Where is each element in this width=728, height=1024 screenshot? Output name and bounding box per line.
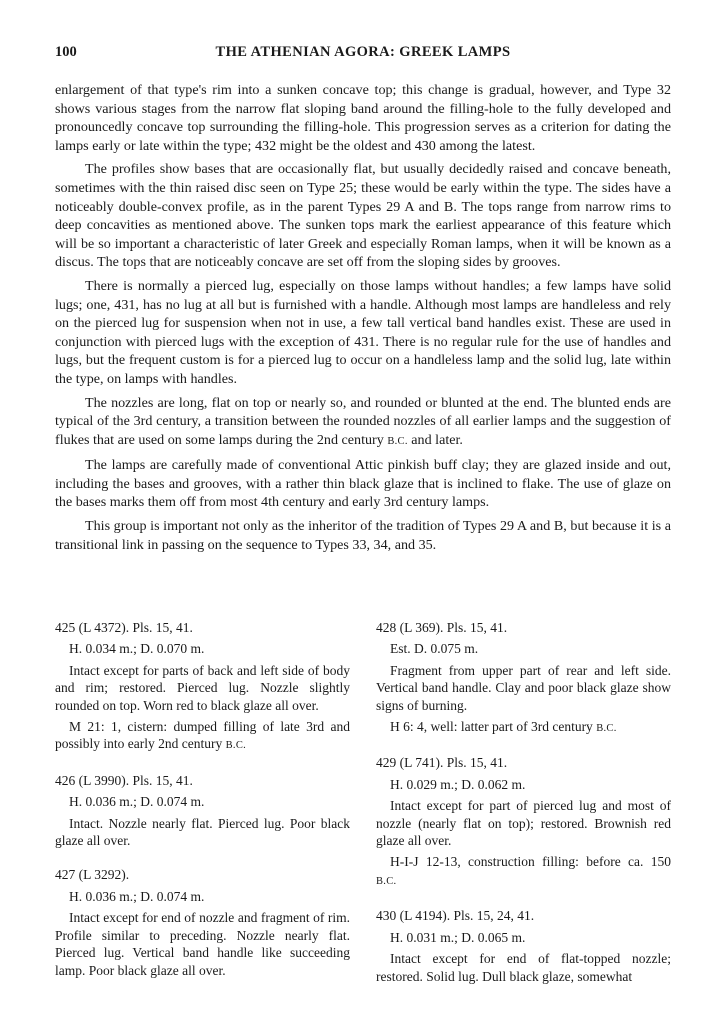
- paragraph-text: and later.: [407, 431, 463, 448]
- entry-deposit: [376, 853, 671, 890]
- deposit-text: M 21: 1, cistern: dumped filling of late 3rd and possibly into early 2nd century: [55, 719, 350, 752]
- paragraph: enlargement of that type's rim into a sunken concave top; this change is gradual, however, and Type 32 shows various stages from the narrow flat sloping band around the filling-hole to the fully developed and pronouncedly concave top surrounding the filling-hole. This progression serves as a criterion for dating the lamps early or late within the type; 432 might be the oldest and 430 among the latest.: [55, 82, 671, 154]
- era-abbreviation: B.C.: [376, 875, 397, 887]
- era-abbreviation: B.C.: [387, 435, 408, 447]
- entry-description: Intact except for parts of back and left side of body and rim; restored. Pierced lug. Nozzle slightly rounded on top. Worn red to black glaze all over.: [55, 662, 350, 713]
- paragraph: The profiles show bases that are occasionally flat, but usually decidedly raised and concave beneath, sometimes with the thin raised disc seen on Type 25; these would be early within the type. The sides have a noticeably double-convex profile, as in the parent Types 29 A and B. The tops range from narrow rims to deep concavities as mentioned above. The sunken tops mark the earliest appearance of this feature which will be so important a characteristic of later Greek and especially Roman lamps, when it will be known as a discus. The tops that are noticeably concave are set off from the sloping sides by grooves.: [55, 161, 671, 271]
- entry-title: 430 (L 4194). Pls. 15, 24, 41.: [376, 908, 535, 924]
- entry-description: Intact except for part of pierced lug and most of nozzle (nearly flat on top); restored. Brownish red glaze all over.: [376, 798, 671, 849]
- catalogue-entry: [55, 619, 350, 755]
- entry-dimensions: H. 0.031 m.; D. 0.065 m.: [390, 929, 526, 945]
- entry-title: 426 (L 3990). Pls. 15, 41.: [55, 772, 193, 788]
- entry-description: Intact except for end of nozzle and fragment of rim. Profile similar to preceding. Nozzle nearly flat. Pierced lug. Vertical band handle like succeeding lamp. Poor black glaze all over.: [55, 910, 350, 978]
- catalogue-entry: [376, 619, 671, 737]
- era-abbreviation: B.C.: [596, 723, 617, 735]
- entry-title: 427 (L 3292).: [55, 867, 130, 883]
- paragraph: There is normally a pierced lug, especially on those lamps without handles; a few lamps have solid lugs; one, 431, has no lug at all but is furnished with a handle. Although most lamps are handleless and rely on the pierced lug for suspension when not in use, a few tall vertical band handles exist. These are used in conjunction with pierced lugs with the exception of 431. There is no regular rule for the use of handles and lugs, but the frequent custom is for a pierced lug to occur on a handleless lamp and the solid lug, late within the type, on lamps with handles.: [55, 277, 671, 387]
- running-header: [55, 44, 671, 64]
- deposit-text: H-I-J 12-13, construction filling: before ca. 150: [390, 854, 671, 870]
- catalogue-column-left: [55, 619, 350, 996]
- entry-deposit: [376, 718, 671, 737]
- paragraph-text: The nozzles are long, flat on top or nearly so, and rounded or blunted at the end. The blunted ends are typical of the 3rd century, a transition between the rounded nozzles of all earlier lamps and the suggestion of flukes that are used on some lamps during the 2nd century: [55, 394, 671, 448]
- paragraph: This group is important not only as the inheritor of the tradition of Types 29 A and B, but because it is a transitional link in passing on the sequence to Types 33, 34, and 35.: [55, 518, 671, 553]
- entry-dimensions: H. 0.036 m.; D. 0.074 m.: [69, 888, 205, 904]
- entry-description: Fragment from upper part of rear and left side. Vertical band handle. Clay and poor black glaze show signs of burning.: [376, 662, 671, 713]
- entry-title: 428 (L 369). Pls. 15, 41.: [376, 620, 508, 635]
- catalogue-entry: [55, 866, 350, 978]
- catalogue-column-right: [376, 619, 671, 1002]
- entry-dimensions: H. 0.034 m.; D. 0.070 m.: [69, 641, 205, 657]
- body-text: [55, 81, 671, 559]
- deposit-text: H 6: 4, well: latter part of 3rd century: [390, 719, 597, 735]
- page-number: 100: [55, 44, 77, 60]
- catalogue-entry: [55, 772, 350, 850]
- paragraph: [55, 394, 671, 452]
- era-abbreviation: B.C.: [225, 740, 247, 752]
- catalogue-entry: [376, 754, 671, 890]
- entry-title: 425 (L 4372). Pls. 15, 41.: [55, 620, 193, 635]
- entry-description: Intact. Nozzle nearly flat. Pierced lug. Poor black glaze all over.: [55, 815, 350, 849]
- entry-dimensions: Est. D. 0.075 m.: [390, 641, 479, 657]
- paragraph: The lamps are carefully made of conventional Attic pinkish buff clay; they are glazed inside and out, including the bases and grooves, with a rather thin black glaze that is inclined to flake. The use of glaze on the bases marks them off from most 4th century and early 3rd century lamps.: [55, 457, 671, 511]
- catalogue-entry: [376, 907, 671, 985]
- entry-dimensions: H. 0.036 m.; D. 0.074 m.: [69, 794, 205, 810]
- entry-description: Intact except for end of flat-topped nozzle; restored. Solid lug. Dull black glaze, somewhat: [376, 951, 671, 984]
- entry-dimensions: H. 0.029 m.; D. 0.062 m.: [390, 776, 526, 792]
- running-title: THE ATHENIAN AGORA: GREEK LAMPS: [215, 44, 511, 60]
- entry-title: 429 (L 741). Pls. 15, 41.: [376, 755, 508, 771]
- entry-deposit: [55, 718, 350, 755]
